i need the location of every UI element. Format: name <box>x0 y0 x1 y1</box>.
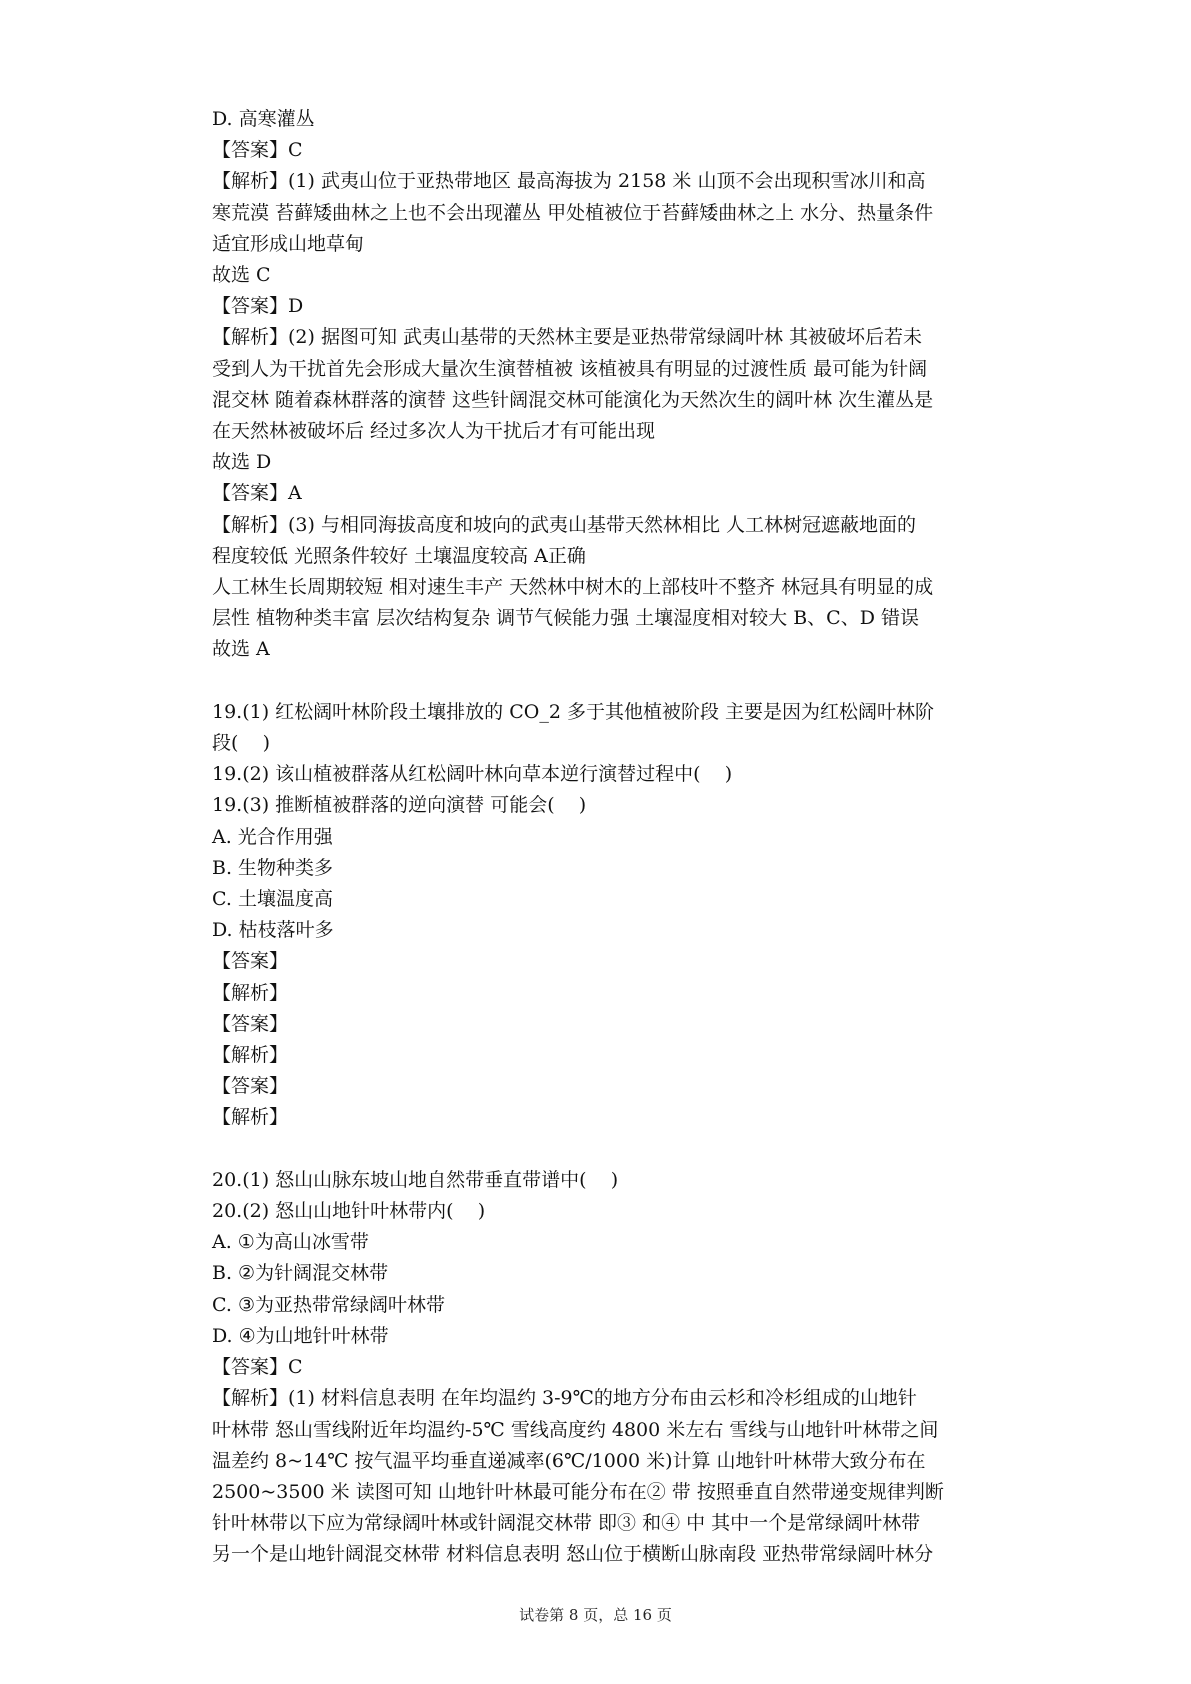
question-section-20 <box>212 1165 1012 1571</box>
text-line: 人工林生长周期较短 相对速生丰产 天然林中树木的上部枝叶不整齐 林冠具有明显的成 <box>212 576 934 599</box>
text-line: 【答案】 <box>212 950 289 973</box>
text-line: 寒荒漠 苔藓矮曲林之上也不会出现灌丛 甲处植被位于苔藓矮曲林之上 水分、热量条件 <box>212 201 934 224</box>
text-line: 19.(2) 该山植被群落从红松阔叶林向草本逆行演替过程中( ) <box>212 763 733 786</box>
text-line: 【解析】 <box>212 1106 289 1129</box>
text-line: D. 高寒灌丛 <box>212 108 315 130</box>
spacer <box>212 666 1012 697</box>
text-line: 故选 A <box>212 638 270 661</box>
document-body <box>212 104 1012 1571</box>
question-section-19 <box>212 697 1012 1134</box>
text-line: 故选 C <box>212 264 271 287</box>
text-line: A. ①为高山冰雪带 <box>212 1231 369 1254</box>
text-line: 在天然林被破坏后 经过多次人为干扰后才有可能出现 <box>212 420 656 443</box>
text-line: 19.(3) 推断植被群落的逆向演替 可能会( ) <box>212 794 587 817</box>
text-line: B. 生物种类多 <box>212 856 334 879</box>
text-line: C. 土壤温度高 <box>212 888 333 911</box>
text-line: 20.(1) 怒山山脉东坡山地自然带垂直带谱中( ) <box>212 1168 619 1191</box>
text-line: 针叶林带以下应为常绿阔叶林或针阔混交林带 即③ 和④ 中 其中一个是常绿阔叶林带 <box>212 1512 921 1535</box>
text-line: D. 枯枝落叶多 <box>212 919 334 942</box>
text-line: 【解析】 <box>212 1044 289 1067</box>
text-line: A. 光合作用强 <box>212 825 333 848</box>
text-line: 19.(1) 红松阔叶林阶段土壤排放的 CO_2 多于其他植被阶段 主要是因为红松阔叶林阶 <box>212 700 934 723</box>
text-line: D. ④为山地针叶林带 <box>212 1324 389 1347</box>
text-line: B. ②为针阔混交林带 <box>212 1262 389 1285</box>
text-line: 叶林带 怒山雪线附近年均温约-5℃ 雪线高度约 4800 米左右 雪线与山地针叶林带之间 <box>212 1418 939 1441</box>
text-line: 适宜形成山地草甸 <box>212 232 365 255</box>
text-line: 层性 植物种类丰富 层次结构复杂 调节气候能力强 土壤湿度相对较大 B、C、D 错误 <box>212 607 919 630</box>
text-line: 受到人为干扰首先会形成大量次生演替植被 该植被具有明显的过渡性质 最可能为针阔 <box>212 357 928 380</box>
text-line: 【答案】D <box>212 295 304 318</box>
text-line: 故选 D <box>212 451 272 474</box>
text-line: 2500~3500 米 读图可知 山地针叶林最可能分布在② 带 按照垂直自然带递变规律判断 <box>212 1480 944 1503</box>
text-line: 【答案】C <box>212 1356 303 1379</box>
spacer <box>212 1134 1012 1165</box>
answer-section-18 <box>212 104 1012 666</box>
text-line: C. ③为亚热带常绿阔叶林带 <box>212 1293 445 1316</box>
text-line: 【解析】(1) 材料信息表明 在年均温约 3-9℃的地方分布由云杉和冷杉组成的山地针 <box>212 1387 917 1410</box>
text-line: 【解析】(1) 武夷山位于亚热带地区 最高海拔为 2158 米 山顶不会出现积雪冰川和高 <box>212 170 926 193</box>
text-line: 20.(2) 怒山山地针叶林带内( ) <box>212 1200 486 1223</box>
text-line: 另一个是山地针阔混交林带 材料信息表明 怒山位于横断山脉南段 亚热带常绿阔叶林分 <box>212 1543 934 1566</box>
text-line: 【解析】 <box>212 981 289 1004</box>
text-line: 【解析】(3) 与相同海拔高度和坡向的武夷山基带天然林相比 人工林树冠遮蔽地面的 <box>212 513 916 536</box>
text-line: 混交林 随着森林群落的演替 这些针阔混交林可能演化为天然次生的阔叶林 次生灌丛是 <box>212 388 934 411</box>
text-line: 温差约 8~14℃ 按气温平均垂直递减率(6℃/1000 米)计算 山地针叶林带大致分布在 <box>212 1449 926 1472</box>
text-line: 【答案】C <box>212 139 303 162</box>
page-footer: 试卷第 8 页，总 16 页 <box>519 1606 672 1624</box>
text-line: 段( ) <box>212 732 270 755</box>
text-line: 程度较低 光照条件较好 土壤温度较高 A正确 <box>212 544 586 567</box>
text-line: 【答案】 <box>212 1075 289 1098</box>
text-line: 【解析】(2) 据图可知 武夷山基带的天然林主要是亚热带常绿阔叶林 其被破坏后若未 <box>212 326 923 349</box>
text-line: 【答案】A <box>212 482 302 505</box>
text-line: 【答案】 <box>212 1012 289 1035</box>
